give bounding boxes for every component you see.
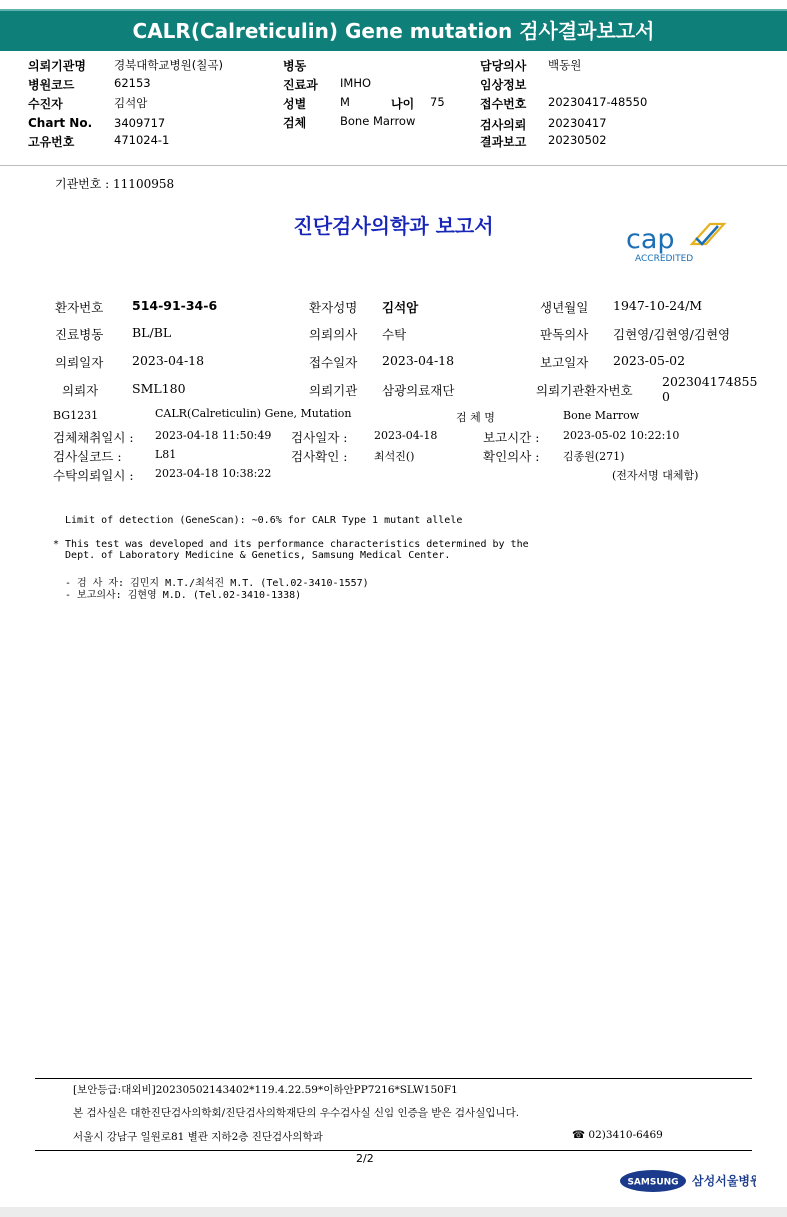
cap-logo-text: cap [626, 224, 675, 255]
test-date-label: 검사일자 : [291, 430, 348, 445]
receipt-date-value: 2023-04-18 [382, 353, 455, 368]
report-date-label: 보고일자 [540, 355, 589, 370]
disclaimer-line-2: Dept. of Laboratory Medicine & Genetics, Samsung Medical Center. [53, 550, 451, 561]
requester-value: SML180 [132, 381, 186, 396]
electronic-signature-note: (전자서명 대체함) [612, 469, 699, 482]
test-name: CALR(Calreticulin) Gene, Mutation [155, 407, 352, 420]
patient-name-label: 수진자 [28, 97, 63, 111]
clinic-ward-value: BL/BL [132, 325, 172, 340]
sex-label: 성별 [283, 97, 307, 111]
requester-label: 의뢰자 [62, 383, 99, 398]
unique-no-label: 고유번호 [28, 135, 75, 149]
unique-no-value: 471024-1 [114, 133, 170, 147]
age-label: 나이 [391, 97, 415, 111]
disclaimer-line-1: * This test was developed and its performance characteristics determined by the [53, 539, 529, 550]
chart-no-value: 3409717 [114, 116, 166, 130]
birthdate-label: 생년월일 [540, 300, 589, 315]
birthdate-value: 1947-10-24/M [613, 298, 703, 313]
reporter-info: - 보고의사: 김현영 M.D. (Tel.02-3410-1338) [65, 590, 302, 601]
requesting-institution-label: 의뢰기관명 [28, 59, 86, 73]
org-patient-number-label: 의뢰기관환자번호 [536, 383, 633, 398]
test-request-value: 20230417 [548, 116, 607, 130]
lab-address: 서울시 강남구 일원로81 별관 지하2층 진단검사의학과 [73, 1131, 323, 1143]
samsung-wordmark: SAMSUNG [627, 1177, 679, 1188]
detection-limit-note: Limit of detection (GeneScan): ~0.6% for CALR Type 1 mutant allele [65, 515, 463, 526]
page-bottom-band [0, 1207, 787, 1217]
specimen-name-label: 검 체 명 [456, 411, 495, 424]
test-confirm-label: 검사확인 : [291, 449, 348, 464]
reading-doctor-value: 김현영/김현영/김현영 [613, 327, 731, 342]
report-title: CALR(Calreticulin) Gene mutation 검사결과보고서 [132, 19, 655, 43]
specimen-name-value: Bone Marrow [563, 409, 640, 422]
receipt-date-label: 접수일자 [309, 355, 358, 370]
result-report-value: 20230502 [548, 133, 607, 147]
request-date-value: 2023-04-18 [132, 353, 205, 368]
org-patient-number-line2: 0 [662, 389, 670, 404]
patient-name-value: 김석암 [114, 96, 148, 110]
consign-time-label: 수탁의뢰일시 : [53, 468, 134, 483]
confirm-doctor-label: 확인의사 : [483, 449, 540, 464]
specimen-label: 검체 [283, 116, 307, 130]
consign-time-value: 2023-04-18 10:38:22 [155, 467, 272, 480]
report-time-label: 보고시간 : [483, 430, 540, 445]
lab-phone: ☎ 02)3410-6469 [572, 1129, 663, 1141]
clinic-ward-label: 진료병동 [55, 327, 104, 342]
reading-doctor-label: 판독의사 [540, 327, 589, 342]
lab-code-value: L81 [155, 448, 177, 461]
sex-value: M [340, 95, 350, 109]
collection-time-value: 2023-04-18 11:50:49 [155, 429, 272, 442]
hospital-code-value: 62153 [114, 76, 151, 90]
chart-no-label: Chart No. [28, 116, 93, 130]
accession-no-label: 접수번호 [480, 97, 527, 111]
security-line: [보안등급:대외비]20230502143402*119.4.22.59*이하안PP7216*SLW150F1 [73, 1084, 458, 1096]
department-value: IMHO [340, 76, 372, 90]
requesting-org-value: 삼광의료재단 [382, 383, 455, 398]
cap-logo-subtext: ACCREDITED [635, 254, 694, 264]
collection-time-label: 검체채취일시 : [53, 430, 134, 445]
hospital-wordmark: 삼성서울병원 [692, 1174, 756, 1188]
test-request-label: 검사의뢰 [480, 118, 527, 132]
footer-bottom-rule [35, 1150, 752, 1151]
age-value: 75 [430, 95, 445, 109]
requesting-institution-value: 경북대학교병원(칠곡) [114, 58, 223, 72]
ward-label: 병동 [283, 59, 307, 73]
footer-top-rule [35, 1078, 752, 1079]
report-date-value: 2023-05-02 [613, 353, 686, 368]
specimen-value: Bone Marrow [340, 114, 416, 128]
patient-fullname-label: 환자성명 [309, 300, 358, 315]
requesting-doctor-value: 수탁 [382, 327, 407, 342]
tester-info: - 검 사 자: 김민지 M.T./최석진 M.T. (Tel.02-3410-1557) [65, 578, 369, 589]
test-confirm-value: 최석진() [374, 450, 415, 463]
test-code: BG1231 [53, 409, 99, 422]
org-patient-number-line1: 202304174855 [662, 374, 758, 389]
accession-no-value: 20230417-48550 [548, 95, 648, 109]
report-time-value: 2023-05-02 10:22:10 [563, 429, 680, 442]
requesting-org-label: 의뢰기관 [309, 383, 358, 398]
patient-number-value: 514-91-34-6 [132, 298, 218, 313]
hospital-code-label: 병원코드 [28, 78, 75, 92]
report-title-bar [0, 9, 787, 51]
cap-accredited-logo [626, 218, 730, 266]
clinical-info-label: 임상정보 [480, 78, 527, 92]
attending-doctor-value: 백동원 [548, 58, 582, 72]
requesting-doctor-label: 의뢰의사 [309, 327, 358, 342]
patient-fullname-value: 김석암 [382, 300, 419, 315]
patient-number-label: 환자번호 [55, 300, 104, 315]
confirm-doctor-value: 김종원(271) [563, 450, 625, 463]
test-date-value: 2023-04-18 [374, 429, 438, 442]
lab-report-title: 진단검사의학과 보고서 [293, 214, 494, 238]
attending-doctor-label: 담당의사 [480, 59, 527, 73]
samsung-hospital-logo [620, 1168, 756, 1194]
department-label: 진료과 [283, 78, 318, 92]
institution-number: 기관번호 : 11100958 [55, 177, 175, 191]
page-number: 2/2 [356, 1152, 374, 1165]
request-date-label: 의뢰일자 [55, 355, 104, 370]
lab-code-label: 검사실코드 : [53, 449, 122, 464]
result-report-label: 결과보고 [480, 135, 527, 149]
certification-statement: 본 검사실은 대한진단검사의학회/진단검사의학재단의 우수검사실 신임 인증을 받은 검사실입니다. [73, 1107, 520, 1119]
header-divider [0, 165, 787, 166]
